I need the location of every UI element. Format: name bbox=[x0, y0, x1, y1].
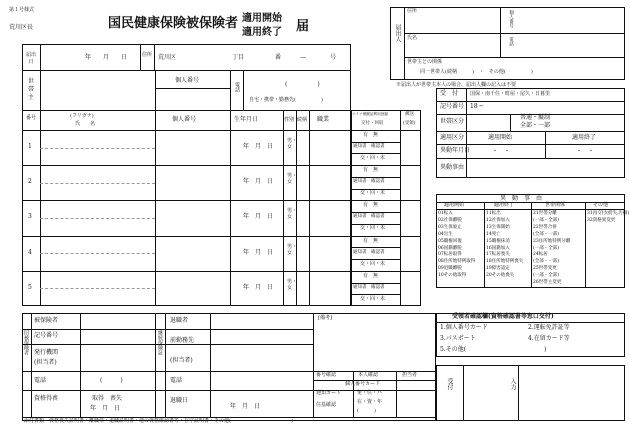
reason-item[interactable]: 14死亡 bbox=[486, 231, 501, 237]
reason-item[interactable]: 10その他取得 bbox=[438, 273, 467, 279]
applicant-name-label: 氏名 bbox=[407, 35, 418, 41]
id-other-paren[interactable]: ( ) bbox=[357, 408, 376, 414]
receipt-option-3[interactable]: 3.パスポート bbox=[440, 335, 476, 342]
member-row-sex[interactable]: 男・女 bbox=[287, 278, 298, 291]
prev-tel-paren[interactable]: ( ) bbox=[100, 377, 123, 384]
status-options[interactable]: 普通・擬制 bbox=[520, 114, 551, 121]
confirm-identity-label: 本人確認 bbox=[358, 372, 379, 378]
reason-item[interactable]: 08住所地特例取得 bbox=[438, 259, 476, 265]
reason-item[interactable]: 25世帯変更 bbox=[533, 266, 557, 272]
addressee: 荒川区長 bbox=[9, 24, 34, 31]
householder-note: ※届出人が世帯主本人の場合、届出人欄の記入は不要 bbox=[396, 82, 517, 88]
stamp-input-label: 入力 bbox=[509, 378, 516, 390]
prev-insured-side-label: 旧被保険者 bbox=[23, 330, 29, 355]
reason-item[interactable]: 12社保加入 bbox=[486, 217, 510, 223]
member-name-header: 氏 名 bbox=[75, 121, 96, 127]
prev-kigo-label: 記号番号 bbox=[34, 332, 59, 339]
member-row-issue[interactable]: 交・回・未 bbox=[360, 225, 386, 232]
member-row-sex[interactable]: 男・女 bbox=[287, 138, 298, 150]
member-row-number: 5 bbox=[28, 283, 32, 291]
member-rel-header: 続柄 bbox=[297, 117, 308, 123]
member-row-sex[interactable]: 男・女 bbox=[287, 208, 298, 221]
member-row-issue[interactable]: 交・回・未 bbox=[360, 155, 386, 161]
mail-header: 郵送 bbox=[405, 112, 414, 117]
member-row-issue[interactable]: 交・回・未 bbox=[360, 260, 386, 267]
householder-tel-options[interactable]: 自宅・携帯・勤務先( ) bbox=[249, 97, 323, 103]
member-kana-header: (フリガナ) bbox=[70, 113, 94, 119]
mynumber-header: マイナ保険証利用登録 bbox=[352, 112, 388, 116]
stamp-reception-label: 受付 bbox=[446, 378, 453, 390]
member-sex-header: 性別 bbox=[284, 117, 295, 123]
reason-item[interactable]: 32資格異変更 bbox=[587, 217, 616, 223]
retire-date-label: 退職日 bbox=[170, 397, 189, 404]
reason-item[interactable]: 20その他喪失 bbox=[486, 273, 515, 279]
member-row-sex[interactable]: 男・女 bbox=[287, 173, 298, 186]
reason-item[interactable]: 06国籍離脱 bbox=[438, 245, 462, 251]
householder-id-label: 個人番号 bbox=[175, 77, 200, 84]
member-row-notice[interactable]: 通知書 確認書 bbox=[353, 179, 385, 185]
receipt-option-1[interactable]: 1.個人番号カード bbox=[440, 324, 488, 331]
reason-item[interactable]: (一部・全部) bbox=[533, 273, 560, 279]
mynumber-header2: 交付・回収 bbox=[361, 121, 384, 126]
form-title: 国民健康保険被保険者 bbox=[108, 16, 239, 31]
member-row-mynumber[interactable]: 有 無 bbox=[363, 272, 379, 279]
reasons-col-other: その他 bbox=[593, 202, 609, 208]
member-row-dob[interactable]: 年 月 日 bbox=[243, 178, 274, 186]
form-number: 第１号様式 bbox=[9, 7, 35, 13]
member-row-sex[interactable]: 男・女 bbox=[287, 243, 298, 256]
reason-item[interactable]: 16国籍加入 bbox=[486, 245, 510, 251]
mail-header2: (受領) bbox=[403, 121, 416, 126]
reason-item[interactable]: 23住所地特例分離 bbox=[533, 238, 571, 244]
receipt-option-2[interactable]: 2.運転免許証等 bbox=[528, 324, 570, 331]
reason-item[interactable]: 03生保廃止 bbox=[438, 224, 462, 230]
reception-label: 受 付 bbox=[440, 90, 459, 97]
member-row-issue[interactable]: 交・回・未 bbox=[360, 295, 386, 302]
reasons-col-end: 適用終了 bbox=[494, 202, 515, 208]
reason-item[interactable]: 04出生 bbox=[438, 231, 453, 237]
apply-end-label: 適用終了 bbox=[572, 134, 597, 141]
reason-item[interactable]: 15職権抹消 bbox=[486, 238, 510, 244]
householder-tel-label: 電話 bbox=[234, 82, 240, 92]
reason-item[interactable]: 07転居取得 bbox=[438, 252, 462, 258]
applicant-address-label: 住所 bbox=[407, 8, 418, 14]
receipt-option-5[interactable]: 5.その他( ) bbox=[440, 346, 547, 353]
member-dob-header: 生年月日 bbox=[234, 116, 259, 123]
idou-date-end[interactable]: ・ ・ bbox=[576, 148, 595, 155]
title-suffix: 届 bbox=[296, 19, 310, 34]
member-job-header: 職業 bbox=[317, 116, 330, 123]
reason-item[interactable]: 18住所地特例喪失 bbox=[486, 259, 524, 265]
member-row-dob[interactable]: 年 月 日 bbox=[243, 213, 274, 221]
reason-item[interactable]: 31再交付(紛失,汚損) bbox=[587, 211, 630, 216]
reason-item[interactable]: 13生保開始 bbox=[486, 224, 510, 230]
id-type-options2[interactable]: 在・資・年 bbox=[357, 399, 383, 405]
address-choume: 丁目 bbox=[232, 54, 245, 61]
member-row-mynumber[interactable]: 有 無 bbox=[363, 132, 379, 138]
reason-item[interactable]: 26世帯主変更 bbox=[533, 280, 562, 286]
householder-label: 世帯主 bbox=[27, 78, 34, 101]
reasons-title: 異 動 事 由 bbox=[500, 195, 543, 202]
confirm-number-label: 番号確認 bbox=[316, 372, 337, 378]
attachments: 添付書類 資格喪失証明書・離職票・退職証明書・他の資格確認書等・在学証明書・その他( ) bbox=[24, 418, 293, 424]
jumin-label[interactable]: 住基確認 bbox=[316, 402, 337, 408]
apply-start-label: 適用開始 bbox=[488, 134, 513, 141]
reason-item[interactable]: (全部・一部) bbox=[533, 231, 560, 237]
applicant-tel-label: 電話 bbox=[508, 37, 514, 46]
address-dash: — bbox=[300, 54, 306, 61]
applicant-label: 届出人 bbox=[394, 24, 401, 42]
insured-label: 被保険者 bbox=[34, 317, 59, 324]
member-no-header: 番号 bbox=[25, 115, 36, 121]
reason-item[interactable]: 01転入 bbox=[438, 211, 453, 216]
idou-date-start[interactable]: ・ ・ bbox=[492, 148, 511, 155]
reason-item[interactable]: (一部・全部) bbox=[533, 245, 560, 251]
reasons-col-household: 世帯関係 bbox=[545, 202, 566, 208]
reason-item[interactable]: 09退職離脱 bbox=[438, 266, 462, 272]
receipt-title: 受領者確認欄(資格確認書等窓口交付) bbox=[452, 313, 554, 320]
title-start: 適用開始 bbox=[242, 13, 282, 24]
qualification-date[interactable]: 年 月 日 bbox=[90, 405, 121, 412]
title-end: 適用終了 bbox=[242, 27, 282, 38]
stamp-box bbox=[436, 365, 625, 421]
address-gou: 号 bbox=[330, 54, 337, 61]
retire-date[interactable]: 年 月 日 bbox=[230, 403, 261, 410]
reason-item[interactable]: (全部・一部) bbox=[533, 259, 560, 265]
qualification-label: 資格得喪 bbox=[34, 395, 59, 402]
member-row-number: 2 bbox=[28, 178, 32, 186]
applicant-relation-label: 世帯主との関係 bbox=[407, 59, 443, 65]
prev-tel-label: 電話 bbox=[34, 377, 47, 384]
member-row-issue[interactable]: 交・回・未 bbox=[360, 190, 386, 197]
id-type-options[interactable]: 免・住・パ bbox=[357, 390, 383, 396]
confirm-staff-label: 担当者 bbox=[402, 372, 418, 378]
reason-item[interactable]: 11転出 bbox=[486, 211, 501, 216]
apply-category-label: 適用区分 bbox=[440, 134, 465, 141]
prev-employer-label: 前勤務先 bbox=[170, 337, 195, 344]
retiree-label: 退職者 bbox=[170, 317, 189, 324]
address-city: 荒川区 bbox=[158, 54, 177, 61]
householder-tel-paren[interactable]: ( ) bbox=[285, 81, 320, 88]
reason-item[interactable]: 17転居喪失 bbox=[486, 252, 510, 258]
member-row-mynumber[interactable]: 有 無 bbox=[363, 202, 379, 209]
member-row-notice[interactable]: 通知書 確認書 bbox=[353, 249, 385, 255]
member-row-notice[interactable]: 通知書 確認書 bbox=[353, 284, 385, 290]
member-row-dob[interactable]: 年 月 日 bbox=[243, 143, 274, 150]
member-row-number: 1 bbox=[28, 143, 32, 150]
applicant-relation-choice[interactable]: 同一世帯人(続柄 ) ・ その他( ) bbox=[420, 69, 533, 75]
kigo-label: 記号番号 bbox=[440, 103, 465, 110]
member-row-dob[interactable]: 年 月 日 bbox=[243, 248, 274, 256]
status-options2[interactable]: 全部・一部 bbox=[520, 122, 551, 129]
retiree-side-label: 継続保険証 bbox=[157, 330, 163, 355]
member-row-number: 3 bbox=[28, 213, 32, 221]
reason-item[interactable]: 02社保離脱 bbox=[438, 217, 462, 223]
status-label: 世帯区分 bbox=[440, 118, 465, 125]
reason-item[interactable]: 21世帯分離 bbox=[533, 211, 557, 216]
employer-tel-label: 電話 bbox=[170, 377, 183, 384]
member-id-header: 個人番号 bbox=[172, 116, 197, 123]
date-label: 届出日 bbox=[25, 52, 36, 65]
mynumber-col bbox=[351, 110, 421, 306]
address-ban: 番 bbox=[275, 54, 282, 61]
member-row-notice[interactable]: 通知書 確認書 bbox=[353, 144, 385, 149]
reception-options[interactable]: 国保・南千住・町屋・尾久・日暮里 bbox=[470, 91, 551, 97]
qualification-options[interactable]: 取得 喪失 bbox=[92, 395, 123, 402]
receipt-option-4[interactable]: 4.在留カード等 bbox=[528, 335, 570, 342]
kigo-value[interactable]: 18 ─ bbox=[470, 103, 484, 110]
idou-date-label: 異動年月日 bbox=[440, 147, 471, 154]
reason-item[interactable]: 19障害認定 bbox=[486, 266, 510, 272]
member-row-number: 4 bbox=[28, 248, 32, 256]
member-row-mynumber[interactable]: 有 無 bbox=[363, 167, 379, 174]
employer-staff-label: (担当者) bbox=[170, 357, 193, 364]
remarks-label: [備考] bbox=[318, 315, 332, 321]
reason-item[interactable]: 05職権回復 bbox=[438, 238, 462, 244]
issuer-staff-label: (担当者) bbox=[34, 359, 57, 366]
reason-item[interactable]: (一部・全部) bbox=[533, 217, 560, 223]
mynumber-card-label: 個人番号カード bbox=[345, 381, 381, 387]
address-label: 住所 bbox=[142, 52, 153, 58]
issuer-label: 発行機関 bbox=[34, 349, 59, 356]
applicant-id-label: 個人番号 bbox=[508, 10, 514, 28]
reason-item[interactable]: 22世帯合併 bbox=[533, 224, 557, 230]
member-row-mynumber[interactable]: 有 無 bbox=[363, 237, 379, 244]
reason-item[interactable]: 24転居 bbox=[533, 252, 548, 258]
reasons-col-start: 適用開始 bbox=[444, 202, 465, 208]
date-value[interactable]: 年 月 日 bbox=[85, 54, 128, 61]
member-row-notice[interactable]: 通知書 確認書 bbox=[353, 214, 385, 220]
idou-reason-label: 異動事由 bbox=[440, 164, 465, 171]
member-row-dob[interactable]: 年 月 日 bbox=[243, 283, 274, 291]
notice-card-label[interactable]: 通知カード bbox=[316, 390, 342, 396]
